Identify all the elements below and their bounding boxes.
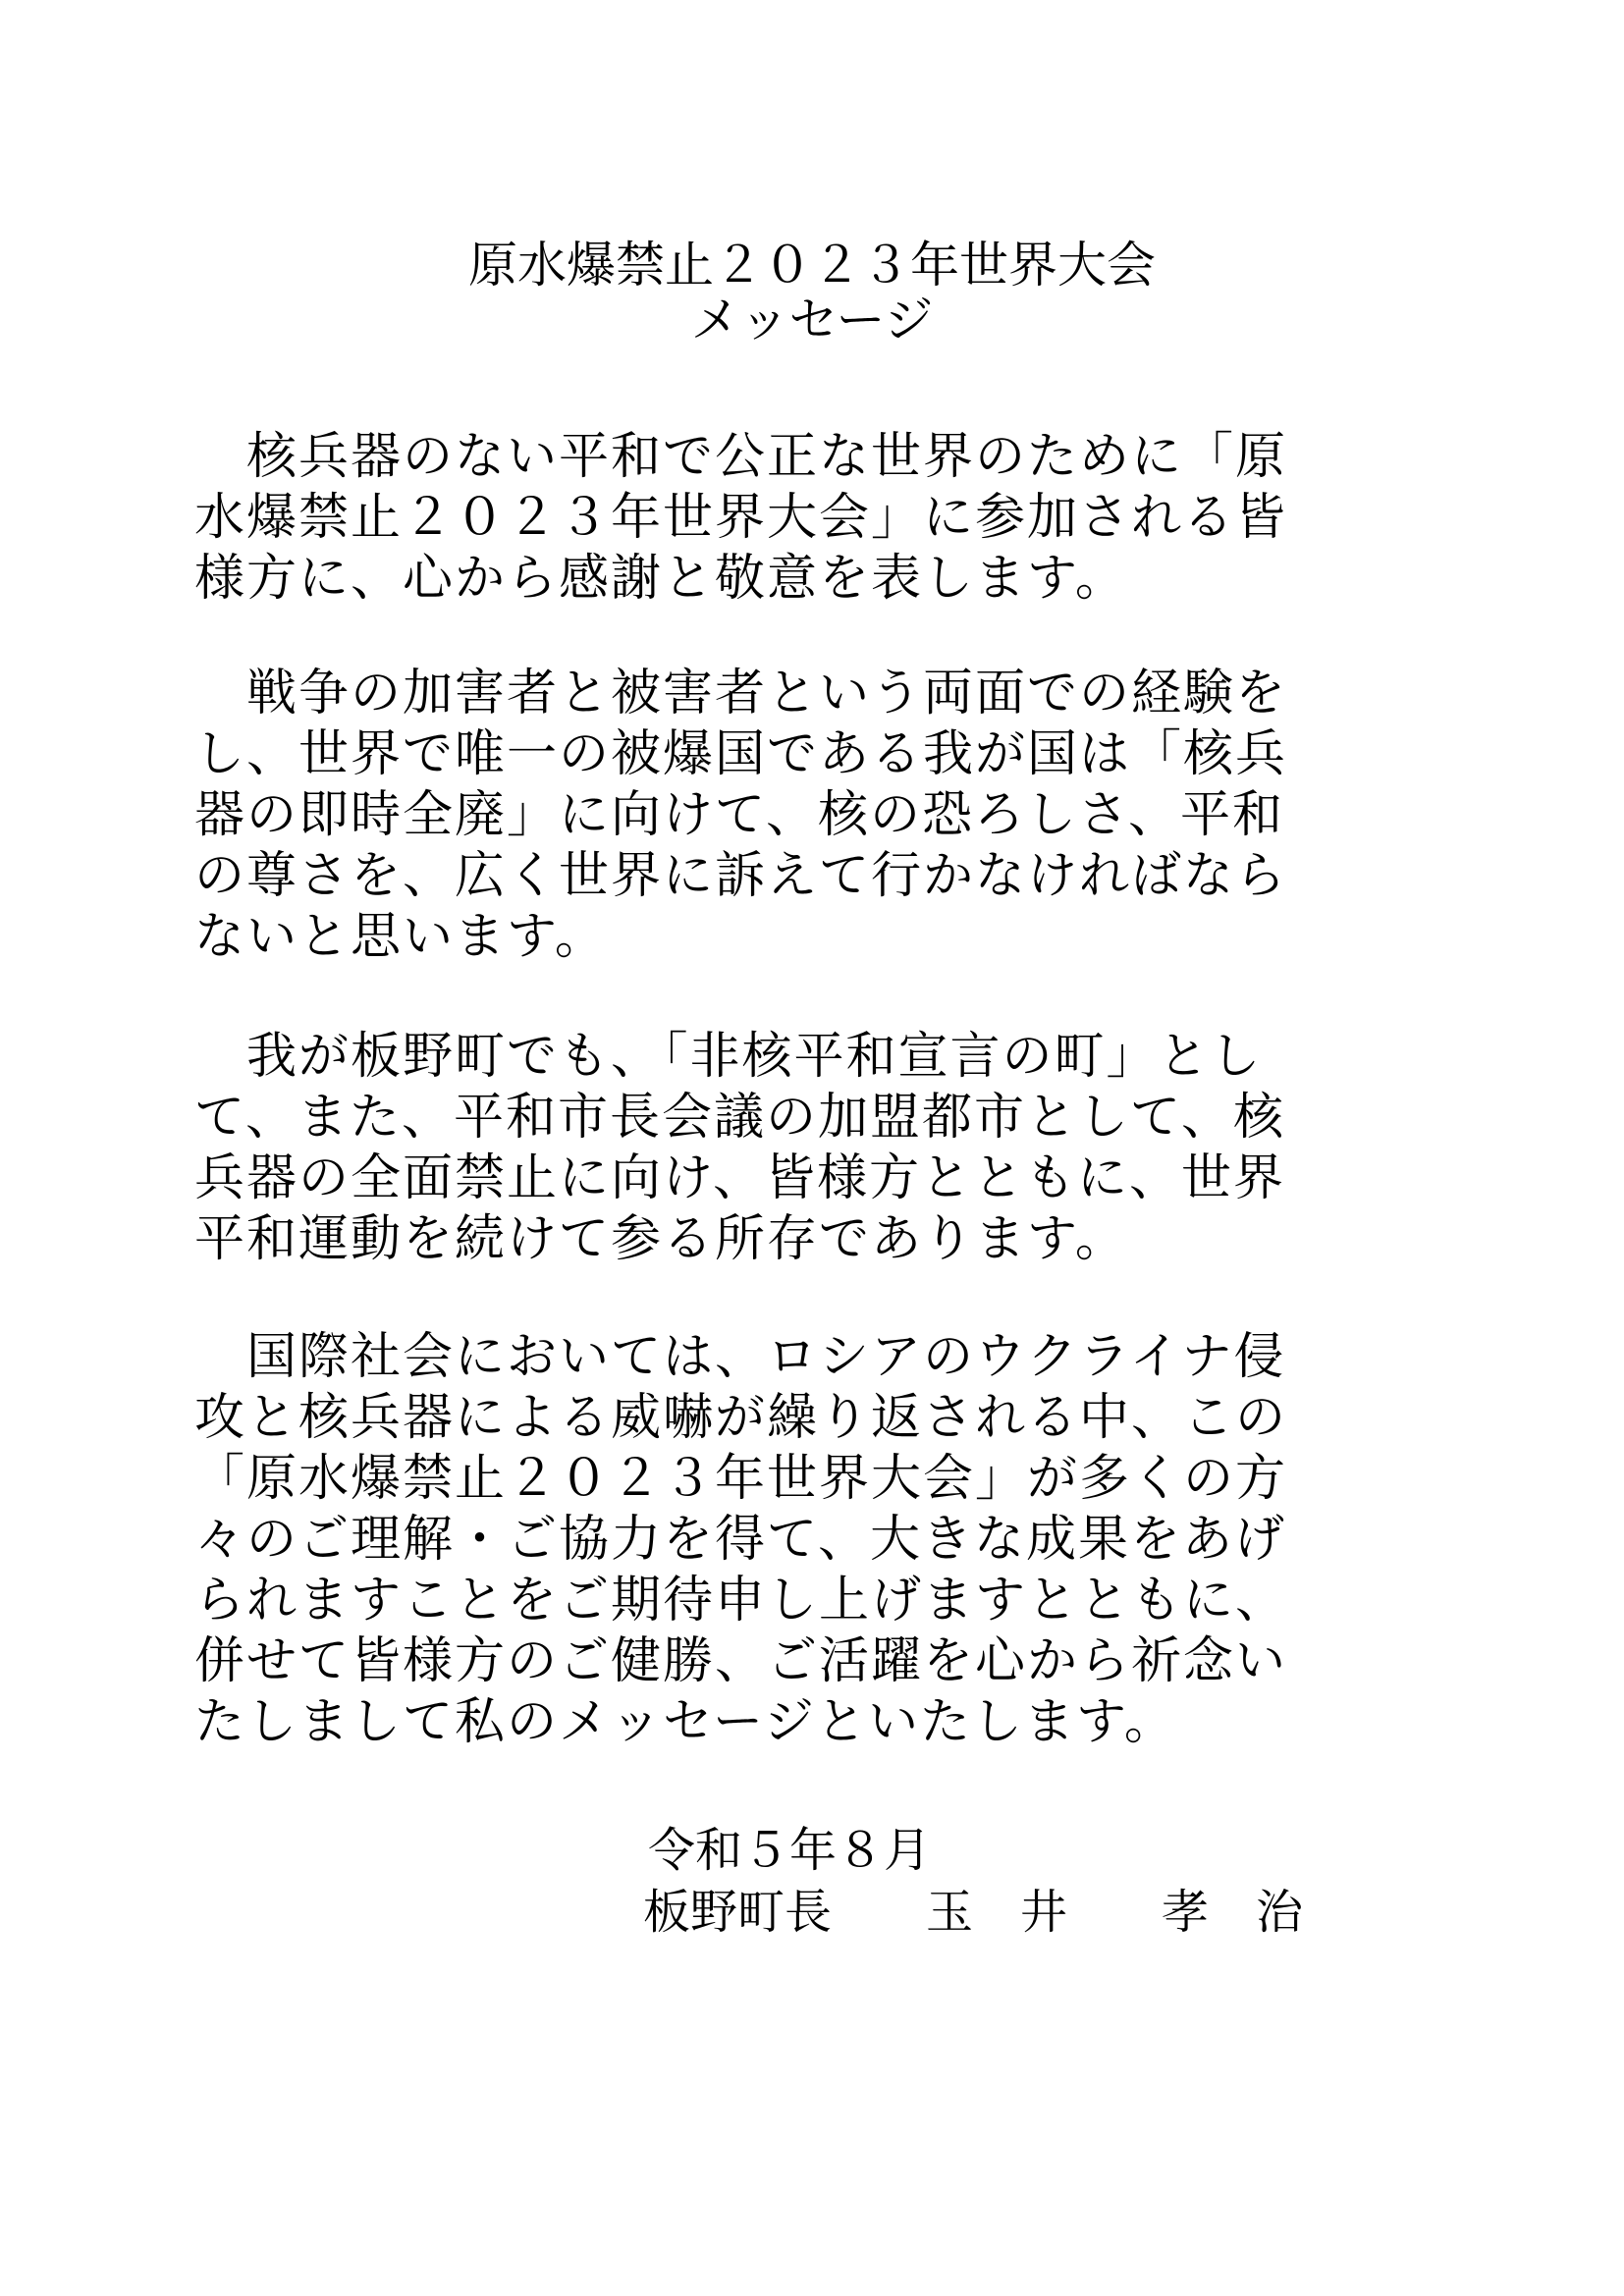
paragraph-line: し、世界で唯一の被爆国である我が国は「核兵 bbox=[194, 725, 1288, 783]
paragraph-closing bbox=[194, 1327, 1451, 1753]
paragraph-line: 々のご理解・ご協力を得て、大きな成果をあげ bbox=[194, 1511, 1286, 1569]
paragraph-line: 器の即時全廃」に向けて、核の恐ろしさ、平和 bbox=[194, 786, 1284, 844]
document-title: 原水爆禁止２０２３年世界大会 bbox=[468, 237, 1156, 294]
paragraph-town-commitment bbox=[194, 1027, 1451, 1270]
paragraph-line: の尊さを、広く世界に訴えて行かなければなら bbox=[194, 847, 1288, 905]
paragraph-line: ないと思います。 bbox=[194, 908, 607, 966]
paragraph-experience bbox=[194, 664, 1451, 968]
document-subtitle: メッセージ bbox=[690, 292, 934, 348]
paragraph-line: 国際社会においては、ロシアのウクライナ侵 bbox=[194, 1328, 1286, 1386]
paragraph-line: 我が板野町でも、「非核平和宣言の町」とし bbox=[194, 1028, 1263, 1086]
paragraph-line: 「原水爆禁止２０２３年世界大会」が多くの方 bbox=[194, 1450, 1288, 1508]
paragraph-line: 兵器の全面禁止に向け、皆様方とともに、世界 bbox=[194, 1149, 1285, 1207]
paragraph-line: たしまして私のメッセージといたします。 bbox=[194, 1693, 1176, 1751]
signature-name: 板野町長 玉 井 孝 治 bbox=[643, 1885, 1304, 1940]
paragraph-line: 核兵器のない平和で公正な世界のために「原 bbox=[194, 428, 1288, 486]
paragraph-line: 様方に、心から感謝と敬意を表します。 bbox=[194, 550, 1127, 608]
paragraph-line: 攻と核兵器による威嚇が繰り返される中、この bbox=[194, 1389, 1288, 1447]
signature-date: 令和５年８月 bbox=[648, 1823, 932, 1878]
paragraph-line: 水爆禁止２０２３年世界大会」に参加される皆 bbox=[194, 489, 1288, 547]
paragraph-line: 平和運動を続けて参る所存であります。 bbox=[194, 1210, 1127, 1268]
paragraph-line: て、また、平和市長会議の加盟都市として、核 bbox=[194, 1089, 1285, 1147]
paragraph-line: 併せて皆様方のご健勝、ご活躍を心から祈念い bbox=[194, 1632, 1288, 1690]
paragraph-line: 戦争の加害者と被害者という両面での経験を bbox=[194, 665, 1288, 722]
paragraph-gratitude bbox=[194, 427, 1451, 610]
paragraph-line: られますことをご期待申し上げますとともに、 bbox=[194, 1572, 1288, 1629]
